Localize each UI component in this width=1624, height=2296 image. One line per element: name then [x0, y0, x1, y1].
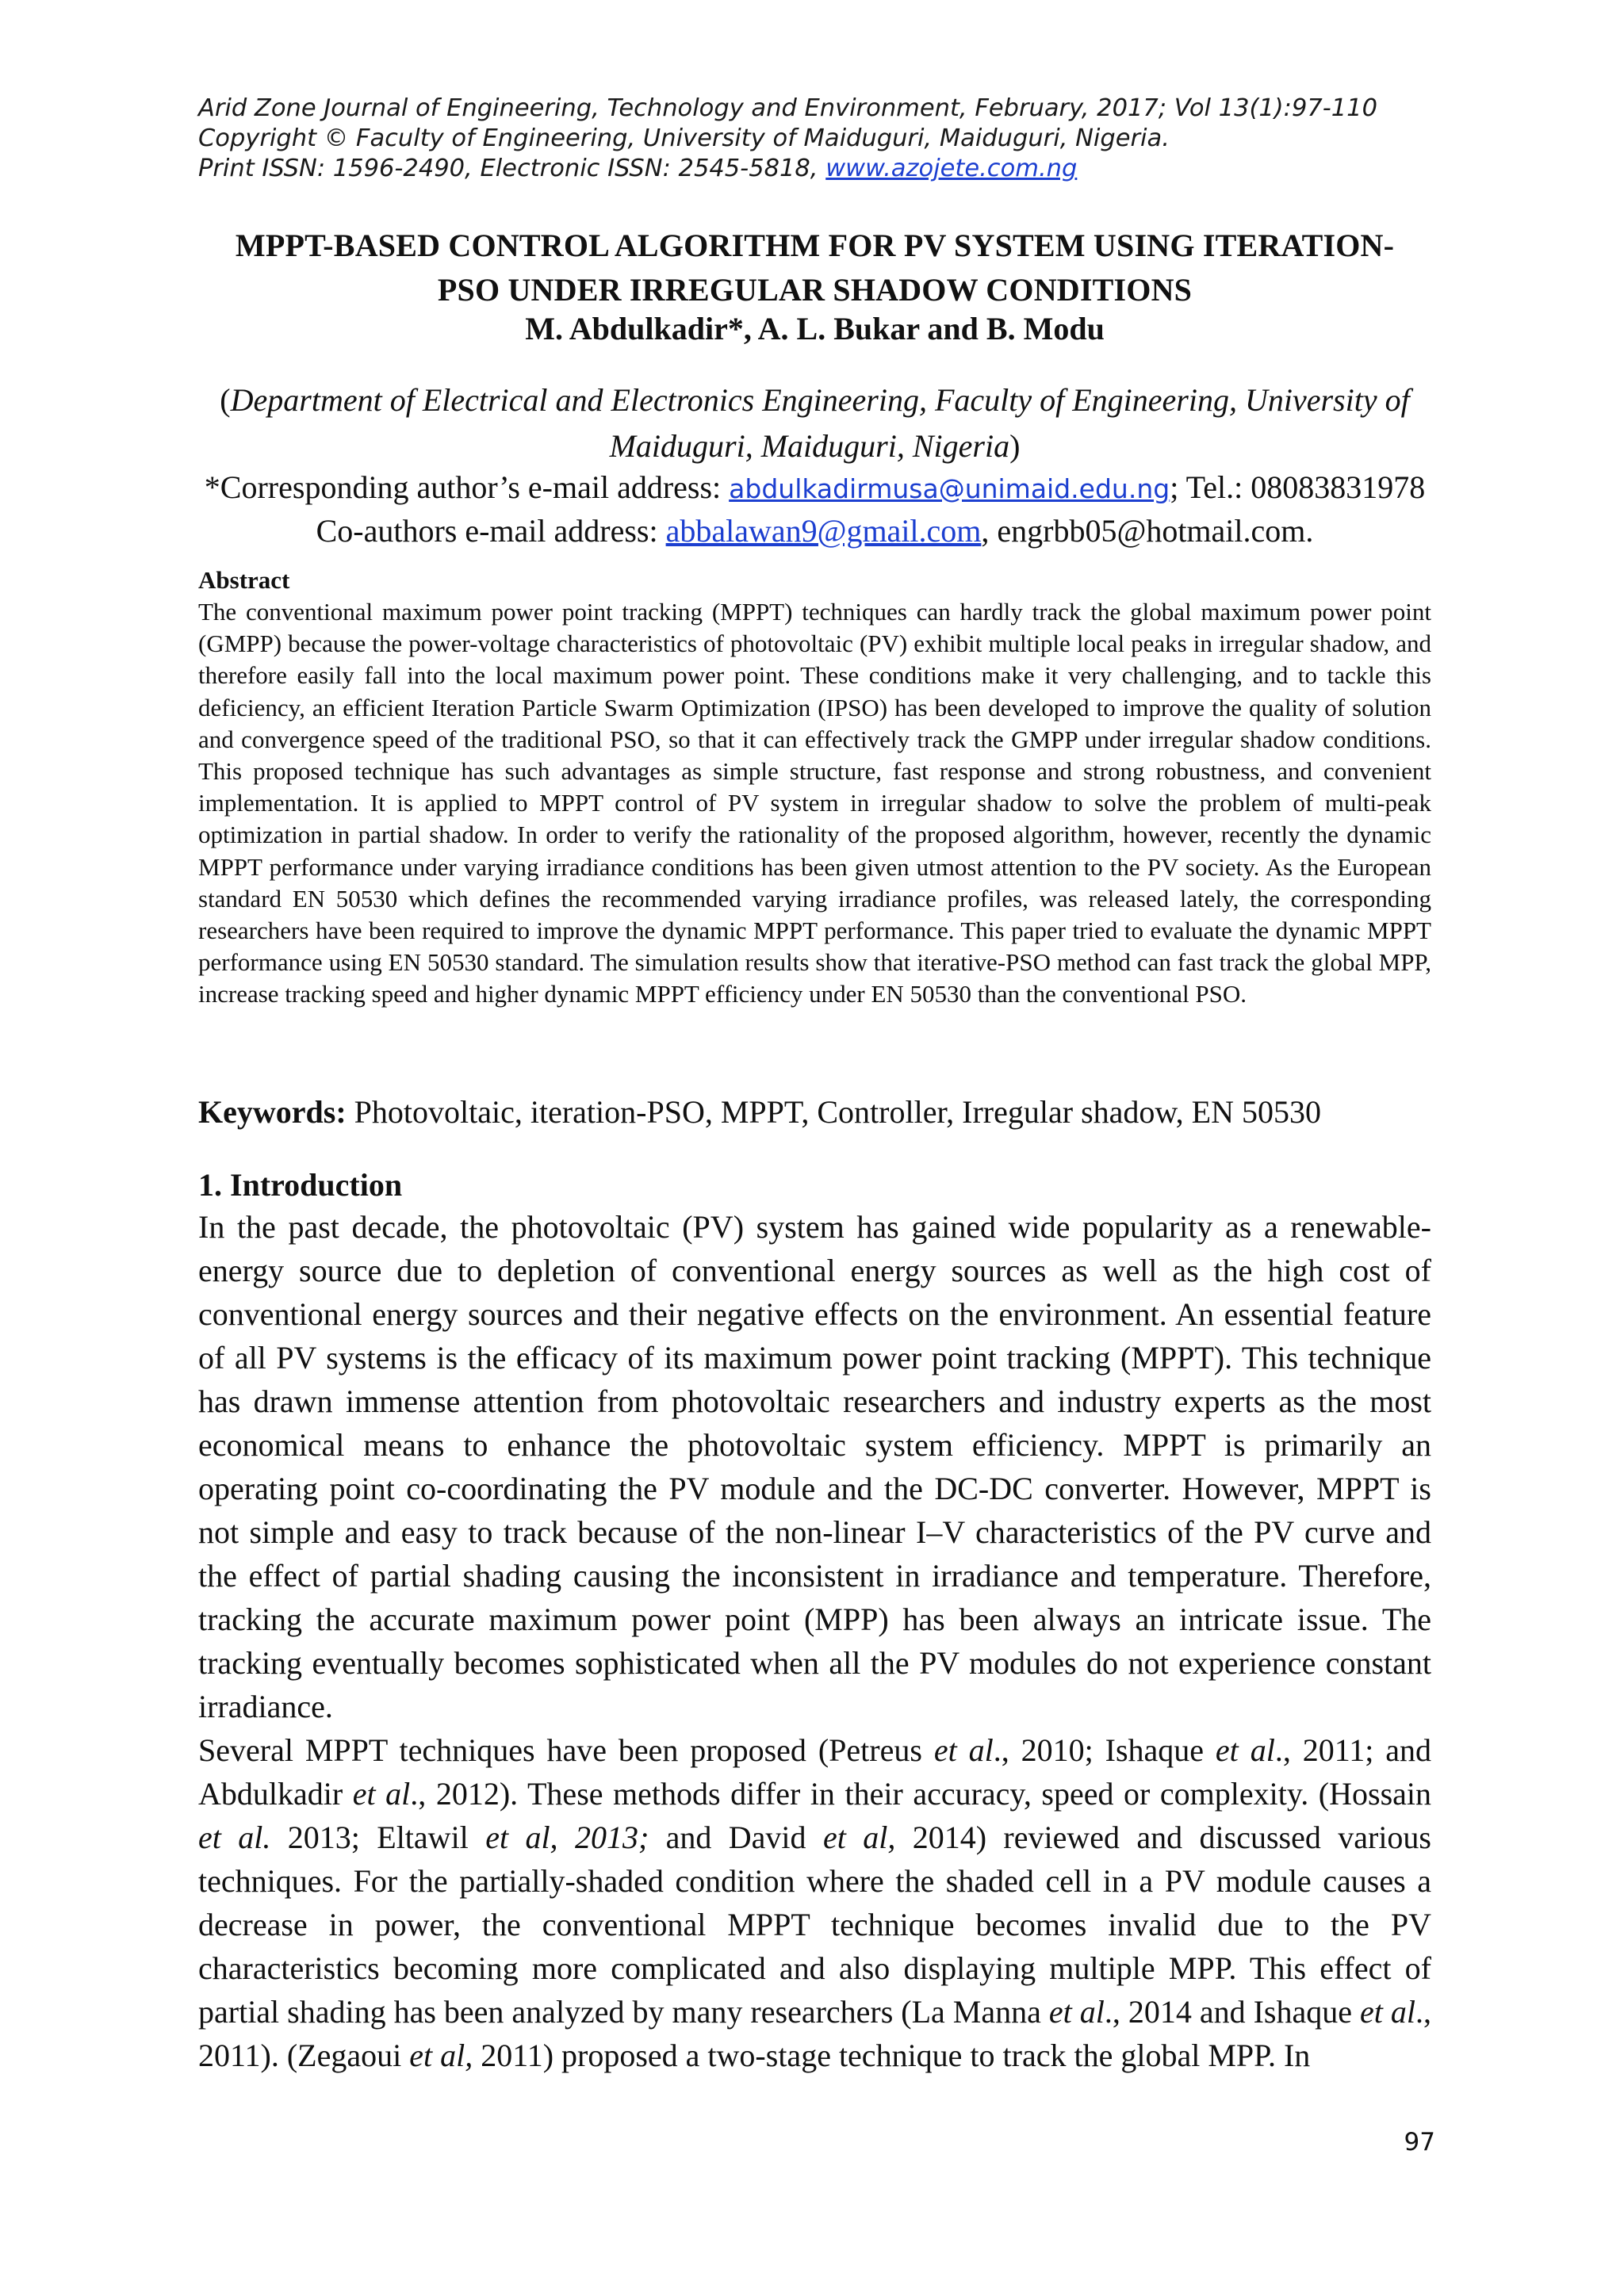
- title-line-1: MPPT-BASED CONTROL ALGORITHM FOR PV SYSTEM USING ITERATION-: [235, 228, 1395, 263]
- affiliation-line-2: [198, 423, 1431, 469]
- affiliation-close-paren: ): [1009, 428, 1021, 464]
- affiliation-line-1: [198, 377, 1431, 423]
- text-run: 2013; Eltawil: [270, 1820, 486, 1855]
- journal-header: [198, 94, 1435, 184]
- text-run: ., 2011). (Zegaoui: [198, 1994, 1432, 2073]
- introduction-body: [198, 1205, 1431, 2077]
- telephone: ; Tel.: 08083831978: [1170, 469, 1426, 505]
- text-run: and David: [649, 1820, 823, 1855]
- text-run: ., 2011; and Abdulkadir: [198, 1732, 1431, 1812]
- authors: M. Abdulkadir*, A. L. Bukar and B. Modu: [525, 311, 1105, 346]
- coauthor-email-2: , engrbb05@hotmail.com.: [981, 513, 1314, 549]
- citation-etal: et al: [1215, 1732, 1275, 1768]
- citation-etal: et al: [352, 1776, 411, 1812]
- corresponding-email-link[interactable]: abdulkadirmusa@unimaid.edu.ng: [729, 473, 1170, 504]
- section-heading-introduction: 1. Introduction: [198, 1167, 403, 1203]
- citation-al: al: [1390, 1994, 1416, 2030]
- affiliation: [198, 377, 1431, 469]
- abstract-text: The conventional maximum power point tracking (MPPT) techniques can hardly track the global maximum power point (GMPP) because the power-voltage characteristics of photovoltaic (PV) exhibit multiple local peaks in irregular shadow, and therefore easily fall into the local maximum power point. These conditions make it very challenging, and to tackle this deficiency, an efficient Iteration Particle Swarm Optimization (IPSO) has been developed to improve the quality of solution and convergence speed of the traditional PSO, so that it can effectively track the GMPP under irregular shadow conditions. This proposed technique has such advantages as simple structure, fast response and strong robustness, and convenient implementation. It is applied to MPPT control of PV system in irregular shadow to solve the problem of multi-peak optimization in partial shadow. In order to verify the rationality of the proposed algorithm, however, recently the dynamic MPPT performance under varying irradiance conditions has been given utmost attention to the PV society. As the European standard EN 50530 which defines the recommended varying irradiance profiles, was released lately, the corresponding researchers have been required to improve the dynamic MPPT performance. This paper tried to evaluate the dynamic MPPT performance using EN 50530 standard. The simulation results show that iterative-PSO method can fast track the global MPP, increase tracking speed and higher dynamic MPPT efficiency under EN 50530 than the conventional PSO.: [198, 598, 1431, 1008]
- paragraph-2: [198, 1728, 1431, 2077]
- text-run: 2011) proposed a two-stage technique to track the global MPP. In: [473, 2038, 1311, 2073]
- abstract-heading: Abstract: [198, 566, 290, 594]
- page-number: 97: [1404, 2128, 1435, 2156]
- citation-etal: et al,: [822, 1820, 896, 1855]
- text-run: 2014) reviewed and discussed various techniques. For the partially-shaded condition where the shaded cell in a PV module causes a decrease in power, the conventional MPPT technique becomes invalid due to the PV characteristics becoming more complicated and also displaying multiple MPP. This effect of partial shading has been analyzed by many researchers (La Manna: [198, 1820, 1432, 2030]
- journal-website-link[interactable]: www.azojete.com.ng: [825, 155, 1078, 182]
- text-run: ., 2012). These methods differ in their accuracy, speed or complexity. (Hossain: [410, 1776, 1432, 1812]
- title-line-2: PSO UNDER IRREGULAR SHADOW CONDITIONS: [437, 272, 1193, 308]
- citation-etal: et al.: [198, 1820, 271, 1855]
- citation-et: et: [1360, 1994, 1383, 2030]
- coauthors-label: Co-authors e-mail address:: [316, 513, 666, 549]
- issn-text: Print ISSN: 1596-2490, Electronic ISSN: 2545-5818,: [198, 155, 826, 182]
- affiliation-text-1: Department of Electrical and Electronics Engineering, Faculty of Engineering, University of: [230, 382, 1410, 418]
- contact-info: [198, 466, 1431, 552]
- citation-etal: et al, 2013;: [485, 1820, 649, 1855]
- paragraph-1: In the past decade, the photovoltaic (PV) system has gained wide popularity as a renewable-energy source due to depletion of conventional energy sources as well as the high cost of conventional energy sources and their negative effects on the environment. An essential feature of all PV systems is the efficacy of its maximum power point tracking (MPPT). This technique has drawn immense attention from photovoltaic researchers and industry experts as the most economical means to enhance the photovoltaic system efficiency. MPPT is primarily an operating point co-coordinating the PV module and the DC-DC converter. However, MPPT is not simple and easy to track because of the non-linear I–V characteristics of the PV curve and the effect of partial shading causing the inconsistent in irradiance and temperature. Therefore, tracking the accurate maximum power point (MPP) has been always an intricate issue. The tracking eventually becomes sophisticated when all the PV modules do not experience constant irradiance.: [198, 1209, 1431, 1724]
- citation-etal: et al: [933, 1732, 994, 1768]
- issn-line: [198, 154, 1435, 184]
- keywords-text: Photovoltaic, iteration-PSO, MPPT, Controller, Irregular shadow, EN 50530: [346, 1094, 1321, 1130]
- coauthors-line: [198, 510, 1431, 552]
- affiliation-text-2: Maiduguri, Maiduguri, Nigeria: [609, 428, 1010, 464]
- copyright-line: Copyright © Faculty of Engineering, University of Maiduguri, Maiduguri, Nigeria.: [198, 124, 1170, 152]
- coauthor-email-link[interactable]: abbalawan9@gmail.com: [665, 513, 982, 549]
- keywords-label: Keywords:: [198, 1094, 347, 1130]
- text-run: ., 2014 and Ishaque: [1104, 1994, 1361, 2030]
- text-run: ., 2010; Ishaque: [993, 1732, 1216, 1768]
- affiliation-open-paren: (: [220, 382, 231, 418]
- paper-title: [198, 224, 1431, 312]
- journal-citation: Arid Zone Journal of Engineering, Technology and Environment, February, 2017; Vol 13(1):97-110: [198, 94, 1377, 122]
- text-run: Several MPPT techniques have been proposed (Petreus: [198, 1732, 934, 1768]
- citation-etal: et al: [1048, 1994, 1105, 2030]
- keywords: [198, 1093, 1431, 1132]
- citation-etal: et al,: [409, 2038, 473, 2073]
- corresponding-label: *Corresponding author’s e-mail address:: [204, 469, 730, 505]
- corresponding-author-line: [198, 466, 1431, 510]
